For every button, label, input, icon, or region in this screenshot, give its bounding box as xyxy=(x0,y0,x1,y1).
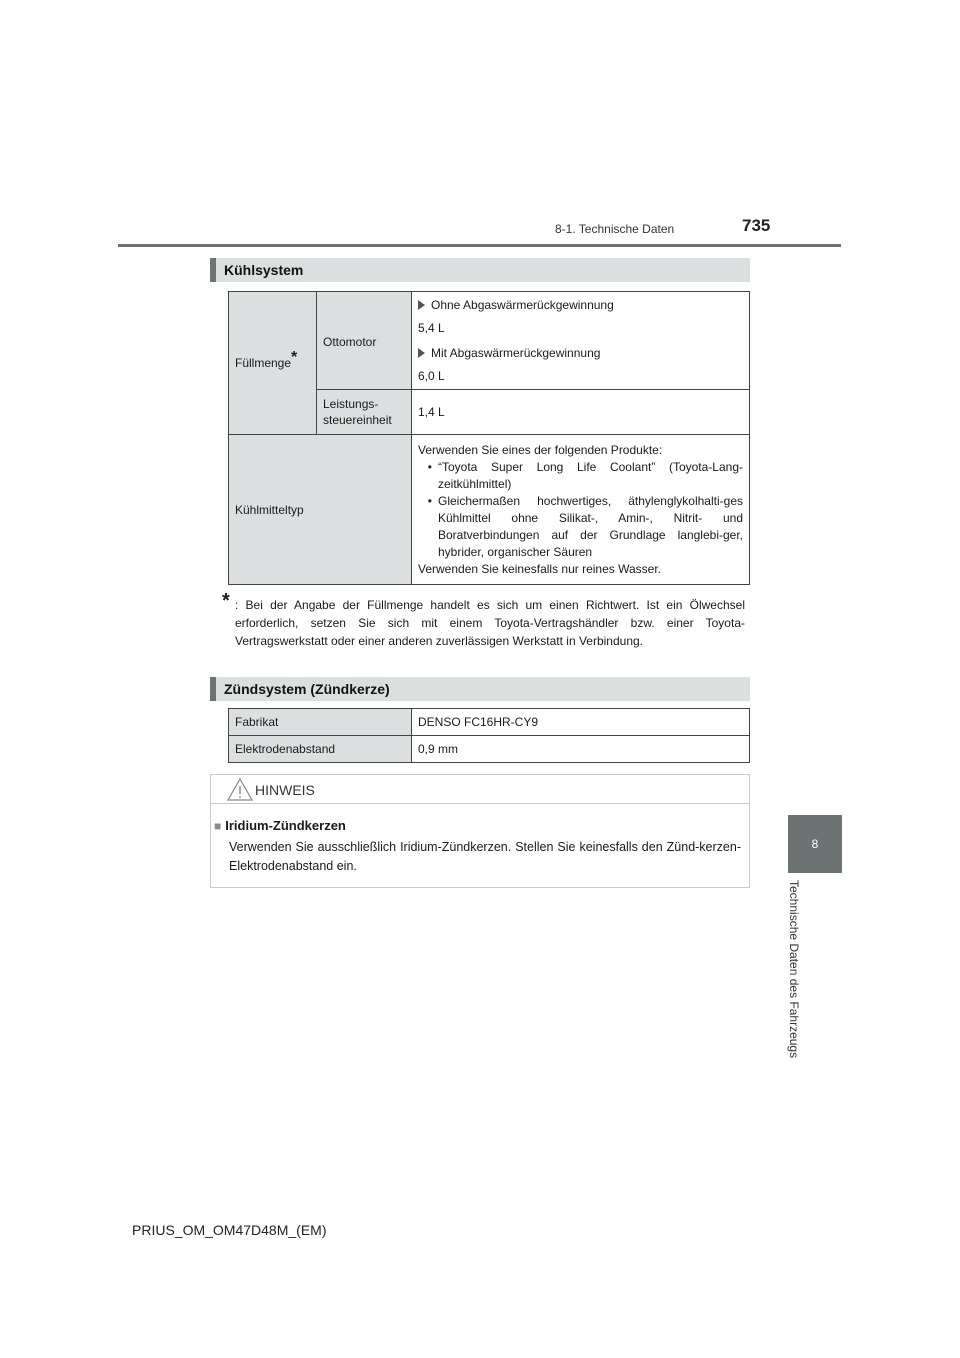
warning-icon xyxy=(227,778,253,801)
pcu-label-line1: Leistungs- xyxy=(323,397,379,411)
otto-values xyxy=(412,292,750,390)
coolant-bullet: • “Toyota Super Long Life Coolant” (Toyota-Lang-zeitkühlmittel) xyxy=(427,459,743,491)
arrow-icon xyxy=(418,300,425,310)
coolant-values xyxy=(412,435,750,585)
notice-item-title-text: Iridium-Zündkerzen xyxy=(225,818,346,833)
fill-footnote-mark: * xyxy=(291,349,298,366)
ignition-value: DENSO FC16HR-CY9 xyxy=(412,709,750,736)
chapter-vertical-text: Technische Daten des Fahrzeugs xyxy=(787,880,801,1059)
table-row xyxy=(229,709,750,736)
pcu-label xyxy=(317,390,412,435)
with-recovery-label: Mit Abgaswärmerückgewinnung xyxy=(431,346,601,360)
coolant-intro: Verwenden Sie eines der folgenden Produkte: xyxy=(418,442,663,457)
coolant-outro: Verwenden Sie keinesfalls nur reines Wasser. xyxy=(418,561,662,576)
coolant-bullet-text: “Toyota Super Long Life Coolant” (Toyota-Lang-zeitkühlmittel) xyxy=(438,459,743,491)
square-bullet-icon: ■ xyxy=(214,819,222,833)
ignition-label: Elektrodenabstand xyxy=(229,736,412,763)
notice-item-text: Verwenden Sie ausschließlich Iridium-Zündkerzen. Stellen Sie keinesfalls den Zünd-kerzen-Elektrodenabstand ein. xyxy=(229,840,741,873)
without-recovery-value: 5,4 L xyxy=(418,321,445,335)
ignition-heading: Zündsystem (Zündkerze) xyxy=(210,677,750,701)
pcu-value: 1,4 L xyxy=(412,390,750,435)
chapter-tab: 8 xyxy=(788,815,842,873)
pcu-label-line2: steuereinheit xyxy=(323,413,392,427)
arrow-icon xyxy=(418,348,425,358)
notice-header xyxy=(211,775,749,804)
coolant-bullet-text: Gleichermaßen hochwertiges, äthylenglykolhalti-ges Kühlmittel ohne Silikat-, Amin-, Nitrit- und Boratverbindungen auf der Grundlage langlebi-ger, hybrider, organischer Säuren xyxy=(438,493,743,559)
fill-label-cell xyxy=(229,292,317,435)
section-title: 8-1. Technische Daten xyxy=(555,222,675,236)
otto-label: Ottomotor xyxy=(317,292,412,390)
fill-label: Füllmenge xyxy=(235,356,292,370)
notice-box xyxy=(210,774,750,888)
page-number: 735 xyxy=(742,216,771,235)
without-recovery-label: Ohne Abgaswärmerückgewinnung xyxy=(431,298,614,312)
chapter-vertical-label xyxy=(785,880,805,1090)
footnote-text: : Bei der Angabe der Füllmenge handelt es sich um einen Richtwert. Ist ein Ölwechsel erforderlich, setzen Sie sich mit einem Toyota-Vertragshändler bzw. einer Toyota-Vertragswerkstatt oder einer anderen zuverlässigen Werkstatt in Verbindung. xyxy=(235,598,745,648)
cooling-table xyxy=(228,291,750,585)
coolant-label: Kühlmitteltyp xyxy=(229,435,412,585)
ignition-value: 0,9 mm xyxy=(412,736,750,763)
cooling-heading: Kühlsystem xyxy=(210,258,750,282)
document-id: PRIUS_OM_OM47D48M_(EM) xyxy=(132,1222,327,1238)
footnote-mark: * xyxy=(222,590,230,612)
coolant-bullet: • Gleichermaßen hochwertiges, äthylenglykolhalti-ges Kühlmittel ohne Silikat-, Amin-, Nitrit- und Boratverbindungen auf der Grundlage langlebi-ger, hybrider, organischer Säuren xyxy=(427,493,743,559)
with-recovery-value: 6,0 L xyxy=(418,369,445,383)
ignition-label: Fabrikat xyxy=(229,709,412,736)
header-divider xyxy=(118,244,841,247)
ignition-table xyxy=(228,708,750,763)
notice-item-title xyxy=(214,818,346,833)
table-row xyxy=(229,736,750,763)
notice-title: HINWEIS xyxy=(255,782,315,798)
